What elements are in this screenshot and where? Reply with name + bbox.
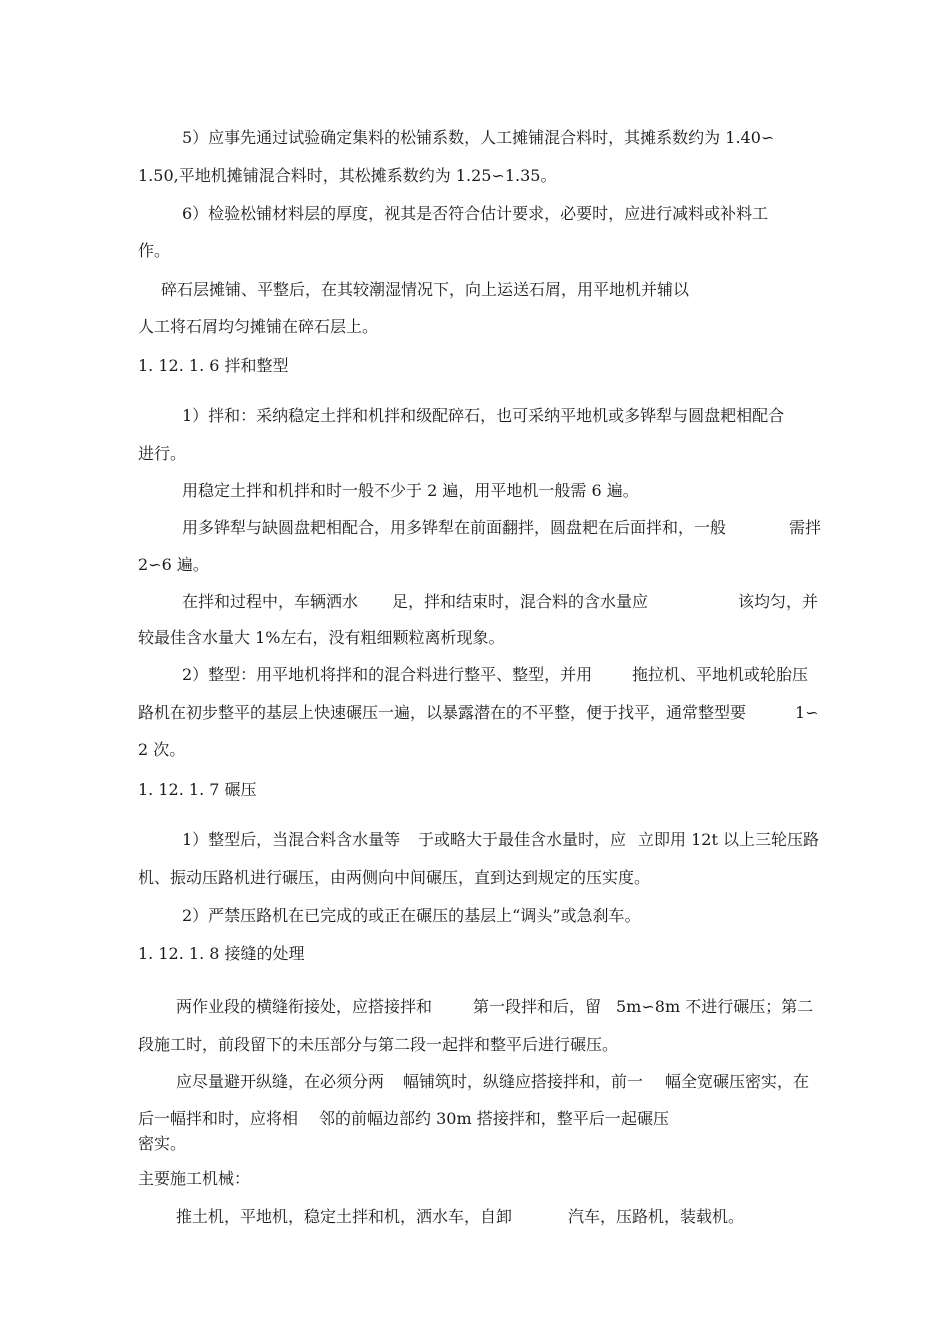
- gravel-para-line-2: 人工将石屑均匀摊铺在碎石层上。: [138, 317, 379, 336]
- mixing-para-line-2: 进行。: [138, 444, 187, 463]
- compaction-para-line-1a: 1）整型后，当混合料含水量等: [182, 830, 401, 849]
- plough-para-line-1a: 用多铧犁与缺圆盘耙相配合，用多铧犁在前面翻拌，圆盘耙在后面拌和，一般: [182, 518, 727, 537]
- shaping-para-line-3: 2 次。: [138, 740, 186, 759]
- plough-para-line-1b: 需拌: [789, 518, 822, 537]
- machinery-heading: 主要施工机械：: [138, 1169, 251, 1188]
- para-6-line-1: 6）检验松铺材料层的厚度，视其是否符合估计要求，必要时，应进行减料或补料工: [182, 204, 769, 223]
- para-5-line-1: 5）应事先通过试验确定集料的松铺系数，人工摊铺混合料时，其摊系数约为 1.40∽: [182, 128, 775, 147]
- seam-para-line-1c: 幅全宽碾压密实，在: [665, 1072, 810, 1091]
- water-para-line-1b: 足，拌和结束时，混合料的含水量应: [392, 592, 649, 611]
- seam-para-line-1b: 幅铺筑时，纵缝应搭接拌和，前一: [403, 1072, 644, 1091]
- compaction-para-line-1c: 立即用 12t 以上三轮压路: [638, 830, 819, 849]
- seam-para-line-2b: 邻的前幅边部约 30m 搭接拌和，整平后一: [319, 1109, 621, 1128]
- section-heading-1-12-1-8: 1. 12. 1. 8 接缝的处理: [138, 944, 305, 963]
- shaping-para-line-1a: 2）整型：用平地机将拌和的混合料进行整平、整型，并用: [182, 665, 593, 684]
- para-6-line-2: 作。: [138, 241, 171, 260]
- joint-para-line-1c: 5m∽8m 不进行碾压；第二: [616, 997, 814, 1016]
- joint-para-line-2: 段施工时，前段留下的未压部分与第二段一起拌和整平后进行碾压。: [138, 1035, 619, 1054]
- para-5-line-2: 1.50,平地机摊铺混合料时，其松摊系数约为 1.25∽1.35。: [138, 166, 557, 185]
- joint-para-line-1a: 两作业段的横缝衔接处，应搭接拌和: [176, 997, 433, 1016]
- seam-para-line-2a: 后一幅拌和时，应将相: [138, 1109, 299, 1128]
- shaping-para-line-2a: 路机在初步整平的基层上快速碾压一遍，以暴露潜在的不平整，便于找平，通常整型要: [138, 703, 747, 722]
- shaping-para-line-1b: 拖拉机、平地机或轮胎压: [632, 665, 809, 684]
- section-heading-1-12-1-6: 1. 12. 1. 6 拌和整型: [138, 356, 289, 375]
- compaction-para-line-2: 机、振动压路机进行碾压，由两侧向中间碾压，直到达到规定的压实度。: [138, 868, 651, 887]
- gravel-para-line-1: 碎石层摊铺、平整后，在其较潮湿情况下，向上运送石屑，用平地机并辅以: [161, 280, 690, 299]
- section-heading-1-12-1-7: 1. 12. 1. 7 碾压: [138, 780, 257, 799]
- seam-para-line-1a: 应尽量避开纵缝，在必须分两: [176, 1072, 385, 1091]
- no-uturn-para: 2）严禁压路机在已完成的或正在碾压的基层上“调头”或急刹车。: [182, 906, 641, 925]
- shaping-para-line-2b: 1∽: [795, 703, 819, 722]
- stabilizer-para: 用稳定土拌和机拌和时一般不少于 2 遍，用平地机一般需 6 遍。: [182, 481, 639, 500]
- seam-para-line-2c: 起碾压: [621, 1109, 670, 1128]
- joint-para-line-1b: 第一段拌和后，留: [473, 997, 602, 1016]
- plough-para-line-2: 2∽6 遍。: [138, 555, 209, 574]
- water-para-line-1c: 该均匀，并: [738, 592, 819, 611]
- water-para-line-1a: 在拌和过程中，车辆洒水: [182, 592, 359, 611]
- seam-para-line-3: 密实。: [138, 1134, 187, 1153]
- machinery-list-part-2: 汽车，压路机，装载机。: [568, 1207, 745, 1226]
- water-para-line-2: 较最佳含水量大 1%左右，没有粗细颗粒离析现象。: [138, 628, 505, 647]
- compaction-para-line-1b: 于或略大于最佳含水量时，应: [418, 830, 627, 849]
- machinery-list-part-1: 推土机，平地机，稳定土拌和机，洒水车，自卸: [176, 1207, 513, 1226]
- mixing-para-line-1: 1）拌和：采纳稳定土拌和机拌和级配碎石，也可采纳平地机或多铧犁与圆盘耙相配合: [182, 406, 785, 425]
